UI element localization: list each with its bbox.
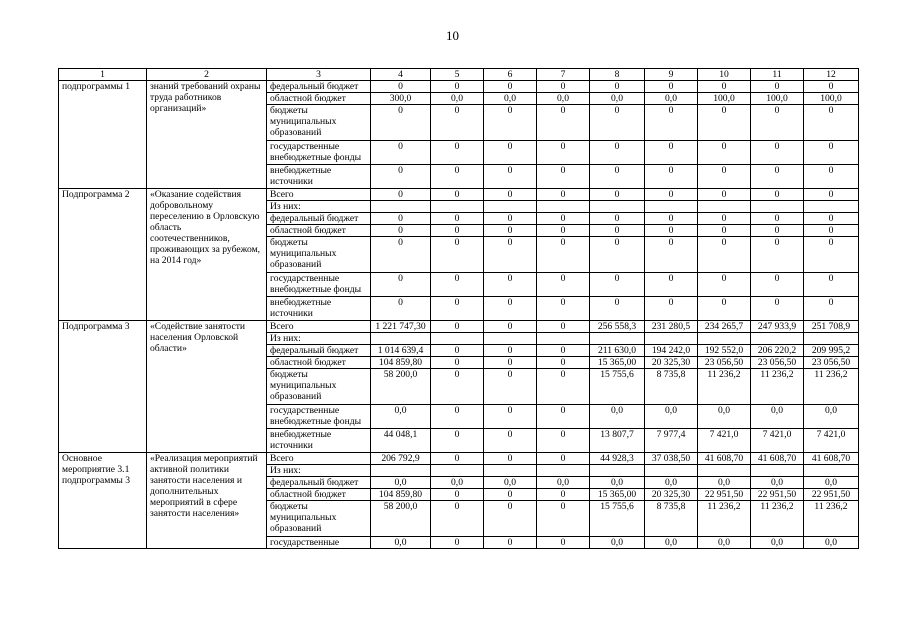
value-cell: 0	[431, 237, 484, 273]
value-cell: 13 807,7	[590, 429, 645, 453]
value-cell: 0	[371, 225, 431, 237]
value-cell: 0	[431, 225, 484, 237]
value-cell: 44 928,3	[590, 453, 645, 465]
value-cell: 0,0	[698, 537, 751, 549]
value-cell: 23 056,50	[751, 357, 804, 369]
program-title-cell: знаний требований охраны труда работников организаций»	[147, 81, 267, 189]
program-name-cell: подпрограммы 1	[59, 81, 147, 189]
value-cell: 0	[484, 189, 537, 201]
value-cell	[645, 333, 698, 345]
value-cell: 58 200,0	[371, 501, 431, 537]
value-cell	[590, 465, 645, 477]
value-cell: 0	[645, 213, 698, 225]
value-cell: 0,0	[698, 405, 751, 429]
value-cell: 0	[645, 105, 698, 141]
value-cell: 22 951,50	[751, 489, 804, 501]
value-cell: 0,0	[590, 537, 645, 549]
value-cell: 23 056,50	[698, 357, 751, 369]
value-cell: 104 859,80	[371, 489, 431, 501]
value-cell: 100,0	[751, 93, 804, 105]
value-cell: 0	[431, 429, 484, 453]
value-cell: 0	[537, 345, 590, 357]
value-cell: 206 792,9	[371, 453, 431, 465]
funding-source-cell: государственные внебюджетные фонды	[267, 405, 371, 429]
value-cell	[484, 465, 537, 477]
value-cell: 0	[484, 105, 537, 141]
header-row	[59, 69, 859, 81]
value-cell: 11 236,2	[698, 369, 751, 405]
value-cell	[645, 465, 698, 477]
value-cell: 0	[484, 81, 537, 93]
program-title-cell: «Содействие занятости населения Орловской области»	[147, 321, 267, 453]
value-cell: 0	[751, 81, 804, 93]
value-cell	[804, 333, 859, 345]
value-cell: 11 236,2	[698, 501, 751, 537]
value-cell: 0	[698, 225, 751, 237]
value-cell: 0	[431, 165, 484, 189]
value-cell	[698, 465, 751, 477]
value-cell: 0	[804, 141, 859, 165]
funding-source-cell: областной бюджет	[267, 357, 371, 369]
value-cell: 0	[590, 141, 645, 165]
value-cell: 0	[484, 369, 537, 405]
value-cell: 0	[484, 345, 537, 357]
value-cell: 0	[751, 297, 804, 321]
value-cell: 0	[537, 501, 590, 537]
value-cell: 0	[431, 369, 484, 405]
column-header: 1	[59, 69, 147, 81]
value-cell: 20 325,30	[645, 489, 698, 501]
value-cell: 1 221 747,30	[371, 321, 431, 333]
value-cell: 0,0	[751, 477, 804, 489]
funding-source-cell: федеральный бюджет	[267, 81, 371, 93]
value-cell: 0	[371, 213, 431, 225]
value-cell: 0	[751, 225, 804, 237]
value-cell: 20 325,30	[645, 357, 698, 369]
value-cell: 0	[431, 273, 484, 297]
value-cell	[431, 201, 484, 213]
table-row	[59, 189, 859, 201]
funding-source-cell: бюджеты муниципальных образований	[267, 369, 371, 405]
column-header: 10	[698, 69, 751, 81]
funding-source-cell: бюджеты муниципальных образований	[267, 105, 371, 141]
column-header: 6	[484, 69, 537, 81]
value-cell: 0,0	[590, 405, 645, 429]
value-cell: 58 200,0	[371, 369, 431, 405]
column-header: 7	[537, 69, 590, 81]
value-cell: 211 630,0	[590, 345, 645, 357]
value-cell: 0,0	[645, 405, 698, 429]
value-cell: 11 236,2	[804, 369, 859, 405]
value-cell: 0	[590, 297, 645, 321]
value-cell: 0	[645, 297, 698, 321]
value-cell: 0	[804, 81, 859, 93]
funding-source-cell: Всего	[267, 321, 371, 333]
funding-source-cell: государственные внебюджетные фонды	[267, 141, 371, 165]
value-cell: 231 280,5	[645, 321, 698, 333]
funding-source-cell: государственные	[267, 537, 371, 549]
value-cell: 100,0	[698, 93, 751, 105]
value-cell: 0	[698, 237, 751, 273]
value-cell: 0	[431, 405, 484, 429]
value-cell: 0	[590, 165, 645, 189]
value-cell: 0	[590, 213, 645, 225]
value-cell: 0	[537, 537, 590, 549]
value-cell: 256 558,3	[590, 321, 645, 333]
value-cell: 0	[484, 141, 537, 165]
value-cell: 0	[371, 237, 431, 273]
value-cell: 0,0	[751, 537, 804, 549]
value-cell	[371, 201, 431, 213]
column-header: 8	[590, 69, 645, 81]
value-cell: 0	[590, 273, 645, 297]
value-cell: 0	[431, 501, 484, 537]
funding-source-cell: Из них:	[267, 201, 371, 213]
funding-source-cell: бюджеты муниципальных образований	[267, 501, 371, 537]
value-cell: 0	[537, 489, 590, 501]
value-cell: 15 365,00	[590, 357, 645, 369]
value-cell: 0	[537, 141, 590, 165]
value-cell: 0	[751, 105, 804, 141]
value-cell: 41 608,70	[804, 453, 859, 465]
value-cell: 22 951,50	[804, 489, 859, 501]
value-cell: 0,0	[371, 477, 431, 489]
value-cell: 11 236,2	[751, 501, 804, 537]
value-cell: 37 038,50	[645, 453, 698, 465]
value-cell: 0	[698, 297, 751, 321]
value-cell	[590, 201, 645, 213]
value-cell: 0	[698, 165, 751, 189]
value-cell: 0	[431, 321, 484, 333]
value-cell: 0	[537, 297, 590, 321]
value-cell	[371, 465, 431, 477]
value-cell: 0	[484, 501, 537, 537]
value-cell: 0,0	[371, 537, 431, 549]
value-cell: 247 933,9	[751, 321, 804, 333]
value-cell: 0	[484, 213, 537, 225]
value-cell: 0,0	[751, 405, 804, 429]
value-cell: 0	[751, 213, 804, 225]
funding-source-cell: областной бюджет	[267, 489, 371, 501]
table-body	[59, 81, 859, 549]
funding-source-cell: Из них:	[267, 465, 371, 477]
value-cell: 0	[645, 189, 698, 201]
value-cell: 0	[537, 369, 590, 405]
value-cell: 0	[590, 189, 645, 201]
value-cell: 0	[751, 273, 804, 297]
value-cell: 0	[698, 213, 751, 225]
value-cell: 0	[537, 237, 590, 273]
value-cell: 192 552,0	[698, 345, 751, 357]
value-cell: 0	[590, 105, 645, 141]
funding-source-cell: бюджеты муниципальных образований	[267, 237, 371, 273]
value-cell: 0	[484, 453, 537, 465]
column-header: 5	[431, 69, 484, 81]
value-cell: 0	[484, 489, 537, 501]
funding-source-cell: Всего	[267, 453, 371, 465]
value-cell: 104 859,80	[371, 357, 431, 369]
value-cell: 0	[590, 225, 645, 237]
value-cell: 0	[431, 189, 484, 201]
value-cell: 0	[698, 141, 751, 165]
value-cell: 0	[537, 273, 590, 297]
value-cell	[645, 201, 698, 213]
value-cell	[371, 333, 431, 345]
value-cell: 0	[804, 237, 859, 273]
value-cell: 0	[751, 237, 804, 273]
funding-source-cell: Всего	[267, 189, 371, 201]
value-cell: 11 236,2	[751, 369, 804, 405]
value-cell: 7 977,4	[645, 429, 698, 453]
value-cell: 15 755,6	[590, 369, 645, 405]
value-cell: 0	[371, 141, 431, 165]
value-cell: 0	[804, 297, 859, 321]
value-cell: 0	[371, 297, 431, 321]
value-cell: 0	[431, 537, 484, 549]
program-name-cell: Подпрограмма 3	[59, 321, 147, 453]
value-cell: 0	[537, 429, 590, 453]
value-cell: 0	[698, 273, 751, 297]
value-cell: 0	[698, 105, 751, 141]
value-cell: 0	[484, 357, 537, 369]
value-cell: 100,0	[804, 93, 859, 105]
value-cell	[698, 201, 751, 213]
value-cell	[804, 465, 859, 477]
column-header: 2	[147, 69, 267, 81]
value-cell: 0	[484, 297, 537, 321]
value-cell: 0	[645, 165, 698, 189]
value-cell	[431, 333, 484, 345]
value-cell: 0,0	[645, 537, 698, 549]
value-cell: 0	[698, 189, 751, 201]
value-cell: 0	[645, 273, 698, 297]
value-cell: 0	[537, 405, 590, 429]
program-title-cell: «Реализация мероприятий активной политики занятости населения и дополнительных мероприятий в сфере занятости населения»	[147, 453, 267, 549]
value-cell: 0	[537, 453, 590, 465]
value-cell: 0	[804, 273, 859, 297]
value-cell	[484, 201, 537, 213]
value-cell: 7 421,0	[804, 429, 859, 453]
value-cell: 0	[537, 81, 590, 93]
value-cell: 0,0	[371, 405, 431, 429]
value-cell: 0	[590, 81, 645, 93]
value-cell	[751, 333, 804, 345]
value-cell: 0,0	[537, 477, 590, 489]
value-cell: 0	[431, 297, 484, 321]
value-cell: 0	[484, 405, 537, 429]
value-cell: 0	[371, 105, 431, 141]
value-cell: 0,0	[804, 405, 859, 429]
value-cell: 300,0	[371, 93, 431, 105]
value-cell	[751, 201, 804, 213]
value-cell	[698, 333, 751, 345]
column-header: 11	[751, 69, 804, 81]
value-cell: 0	[537, 225, 590, 237]
value-cell: 0	[537, 105, 590, 141]
program-title-cell: «Оказание содействия добровольному переселению в Орловскую область соотечественников, проживающих за рубежом, на 2014 год»	[147, 189, 267, 321]
value-cell: 209 995,2	[804, 345, 859, 357]
funding-source-cell: федеральный бюджет	[267, 213, 371, 225]
value-cell: 0	[645, 81, 698, 93]
value-cell: 0	[645, 237, 698, 273]
funding-source-cell: федеральный бюджет	[267, 477, 371, 489]
value-cell: 1 014 639,4	[371, 345, 431, 357]
funding-source-cell: государственные внебюджетные фонды	[267, 273, 371, 297]
value-cell: 7 421,0	[751, 429, 804, 453]
value-cell: 23 056,50	[804, 357, 859, 369]
value-cell: 0	[431, 357, 484, 369]
value-cell: 0	[537, 165, 590, 189]
value-cell: 0	[645, 141, 698, 165]
column-header: 12	[804, 69, 859, 81]
value-cell: 234 265,7	[698, 321, 751, 333]
value-cell: 0,0	[645, 93, 698, 105]
value-cell	[751, 465, 804, 477]
funding-source-cell: областной бюджет	[267, 93, 371, 105]
funding-source-cell: Из них:	[267, 333, 371, 345]
value-cell: 7 421,0	[698, 429, 751, 453]
value-cell: 0	[484, 537, 537, 549]
table-row	[59, 81, 859, 93]
value-cell: 0	[431, 213, 484, 225]
value-cell: 0	[751, 189, 804, 201]
value-cell: 0	[431, 489, 484, 501]
funding-source-cell: внебюджетные источники	[267, 165, 371, 189]
value-cell: 0	[537, 213, 590, 225]
value-cell: 0	[537, 321, 590, 333]
column-header: 9	[645, 69, 698, 81]
funding-source-cell: внебюджетные источники	[267, 429, 371, 453]
value-cell	[484, 333, 537, 345]
value-cell: 0	[484, 165, 537, 189]
value-cell: 11 236,2	[804, 501, 859, 537]
page-number: 10	[446, 28, 459, 43]
financing-table	[58, 68, 859, 549]
value-cell: 0	[484, 225, 537, 237]
value-cell: 0	[537, 189, 590, 201]
value-cell	[590, 333, 645, 345]
value-cell: 194 242,0	[645, 345, 698, 357]
value-cell: 0	[804, 213, 859, 225]
value-cell: 0	[484, 273, 537, 297]
column-header: 4	[371, 69, 431, 81]
value-cell: 0,0	[698, 477, 751, 489]
table-row	[59, 321, 859, 333]
value-cell: 0	[751, 165, 804, 189]
funding-source-cell: областной бюджет	[267, 225, 371, 237]
value-cell: 44 048,1	[371, 429, 431, 453]
column-header: 3	[267, 69, 371, 81]
value-cell	[431, 465, 484, 477]
value-cell: 15 755,6	[590, 501, 645, 537]
value-cell: 15 365,00	[590, 489, 645, 501]
table-row	[59, 453, 859, 465]
value-cell: 0	[371, 273, 431, 297]
funding-source-cell: внебюджетные источники	[267, 297, 371, 321]
value-cell: 8 735,8	[645, 501, 698, 537]
value-cell: 0	[484, 237, 537, 273]
value-cell: 0,0	[431, 93, 484, 105]
value-cell: 0	[431, 345, 484, 357]
value-cell	[537, 333, 590, 345]
value-cell: 0	[431, 105, 484, 141]
value-cell: 0,0	[590, 477, 645, 489]
value-cell: 0	[537, 357, 590, 369]
value-cell: 0,0	[590, 93, 645, 105]
value-cell	[804, 201, 859, 213]
value-cell: 0	[431, 141, 484, 165]
value-cell: 0,0	[645, 477, 698, 489]
value-cell: 251 708,9	[804, 321, 859, 333]
value-cell: 0	[804, 189, 859, 201]
value-cell: 0	[431, 81, 484, 93]
value-cell: 0	[804, 165, 859, 189]
value-cell: 0	[371, 165, 431, 189]
value-cell: 0	[698, 81, 751, 93]
value-cell: 0	[645, 225, 698, 237]
value-cell: 206 220,2	[751, 345, 804, 357]
value-cell: 8 735,8	[645, 369, 698, 405]
value-cell: 0,0	[804, 537, 859, 549]
value-cell: 0	[484, 321, 537, 333]
program-name-cell: Подпрограмма 2	[59, 189, 147, 321]
value-cell: 0,0	[484, 93, 537, 105]
value-cell: 0	[590, 237, 645, 273]
value-cell: 0,0	[484, 477, 537, 489]
value-cell: 0	[804, 225, 859, 237]
value-cell: 0	[804, 105, 859, 141]
program-name-cell: Основное мероприятие 3.1 подпрограммы 3	[59, 453, 147, 549]
value-cell: 0	[484, 429, 537, 453]
value-cell: 0,0	[537, 93, 590, 105]
value-cell: 0	[371, 189, 431, 201]
value-cell: 41 608,70	[698, 453, 751, 465]
value-cell: 0	[431, 453, 484, 465]
value-cell	[537, 201, 590, 213]
value-cell: 0,0	[431, 477, 484, 489]
value-cell: 0	[751, 141, 804, 165]
value-cell: 0,0	[804, 477, 859, 489]
value-cell	[537, 465, 590, 477]
value-cell: 22 951,50	[698, 489, 751, 501]
value-cell: 41 608,70	[751, 453, 804, 465]
value-cell: 0	[371, 81, 431, 93]
funding-source-cell: федеральный бюджет	[267, 345, 371, 357]
